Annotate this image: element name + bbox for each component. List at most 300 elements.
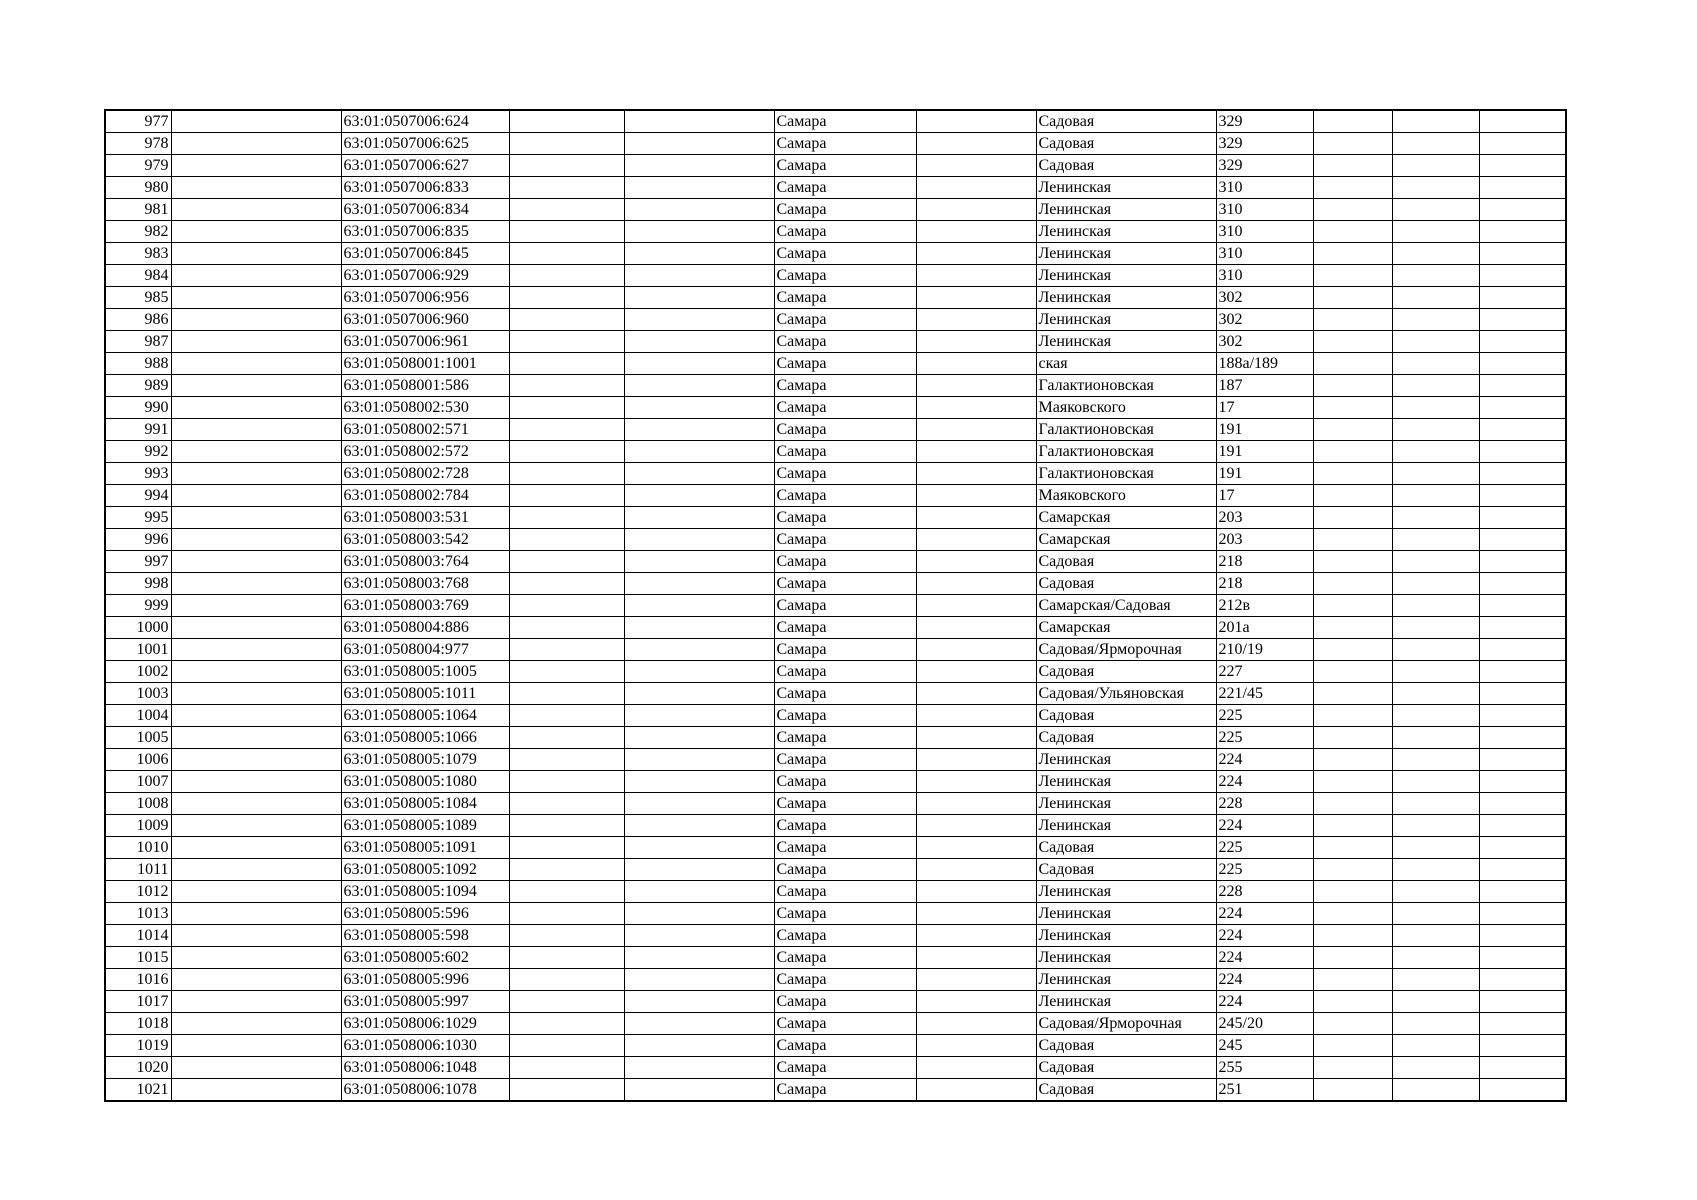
table-row	[105, 529, 1566, 551]
empty-cell	[1313, 925, 1392, 947]
empty-cell	[624, 375, 774, 397]
empty-cell	[1392, 749, 1479, 771]
house-number-cell: 245	[1216, 1035, 1313, 1057]
empty-cell	[1392, 881, 1479, 903]
empty-cell	[171, 1079, 341, 1102]
city-cell: Самара	[774, 903, 916, 925]
empty-cell	[1479, 265, 1566, 287]
empty-cell	[509, 859, 624, 881]
table-row	[105, 903, 1566, 925]
house-number-cell: 225	[1216, 837, 1313, 859]
cadastral-number-cell: 63:01:0508005:1091	[341, 837, 509, 859]
empty-cell	[916, 1079, 1036, 1102]
empty-cell	[1313, 221, 1392, 243]
cadastral-number-cell: 63:01:0507006:960	[341, 309, 509, 331]
row-number-cell: 1002	[105, 661, 171, 683]
cadastral-number-cell: 63:01:0508005:1005	[341, 661, 509, 683]
city-cell: Самара	[774, 287, 916, 309]
city-cell: Самара	[774, 1035, 916, 1057]
cadastral-number-cell: 63:01:0508002:728	[341, 463, 509, 485]
empty-cell	[1313, 793, 1392, 815]
street-cell: Садовая	[1036, 727, 1216, 749]
cadastral-number-cell: 63:01:0508003:542	[341, 529, 509, 551]
table-row	[105, 441, 1566, 463]
empty-cell	[171, 859, 341, 881]
cadastral-number-cell: 63:01:0507006:845	[341, 243, 509, 265]
house-number-cell: 191	[1216, 441, 1313, 463]
city-cell: Самара	[774, 155, 916, 177]
table-row	[105, 133, 1566, 155]
cadastral-number-cell: 63:01:0508001:1001	[341, 353, 509, 375]
table-row	[105, 1057, 1566, 1079]
empty-cell	[509, 683, 624, 705]
cadastral-number-cell: 63:01:0508004:886	[341, 617, 509, 639]
empty-cell	[624, 529, 774, 551]
empty-cell	[624, 661, 774, 683]
row-number-cell: 981	[105, 199, 171, 221]
table-row	[105, 309, 1566, 331]
street-cell: Садовая	[1036, 1035, 1216, 1057]
empty-cell	[1392, 199, 1479, 221]
empty-cell	[1313, 243, 1392, 265]
house-number-cell: 224	[1216, 749, 1313, 771]
empty-cell	[1392, 265, 1479, 287]
city-cell: Самара	[774, 551, 916, 573]
house-number-cell: 191	[1216, 463, 1313, 485]
street-cell: Самарская	[1036, 529, 1216, 551]
empty-cell	[1392, 287, 1479, 309]
empty-cell	[624, 815, 774, 837]
street-cell: Садовая	[1036, 1057, 1216, 1079]
empty-cell	[624, 397, 774, 419]
empty-cell	[1313, 1013, 1392, 1035]
cadastral-number-cell: 63:01:0508006:1048	[341, 1057, 509, 1079]
empty-cell	[624, 595, 774, 617]
empty-cell	[1313, 859, 1392, 881]
empty-cell	[916, 529, 1036, 551]
cadastral-number-cell: 63:01:0508005:1092	[341, 859, 509, 881]
empty-cell	[916, 837, 1036, 859]
row-number-cell: 978	[105, 133, 171, 155]
empty-cell	[509, 1013, 624, 1035]
table-row	[105, 243, 1566, 265]
city-cell: Самара	[774, 199, 916, 221]
empty-cell	[171, 1057, 341, 1079]
row-number-cell: 998	[105, 573, 171, 595]
empty-cell	[1392, 859, 1479, 881]
cadastral-number-cell: 63:01:0508005:1011	[341, 683, 509, 705]
empty-cell	[1392, 947, 1479, 969]
empty-cell	[1392, 397, 1479, 419]
empty-cell	[509, 639, 624, 661]
empty-cell	[1392, 793, 1479, 815]
empty-cell	[916, 661, 1036, 683]
empty-cell	[1479, 243, 1566, 265]
empty-cell	[624, 749, 774, 771]
street-cell: Ленинская	[1036, 309, 1216, 331]
row-number-cell: 990	[105, 397, 171, 419]
empty-cell	[916, 110, 1036, 133]
cadastral-number-cell: 63:01:0508003:531	[341, 507, 509, 529]
street-cell: Ленинская	[1036, 969, 1216, 991]
row-number-cell: 985	[105, 287, 171, 309]
house-number-cell: 221/45	[1216, 683, 1313, 705]
table-row	[105, 947, 1566, 969]
empty-cell	[509, 903, 624, 925]
row-number-cell: 995	[105, 507, 171, 529]
house-number-cell: 329	[1216, 155, 1313, 177]
empty-cell	[1392, 485, 1479, 507]
empty-cell	[624, 331, 774, 353]
empty-cell	[1313, 903, 1392, 925]
table-row	[105, 265, 1566, 287]
row-number-cell: 1008	[105, 793, 171, 815]
empty-cell	[509, 419, 624, 441]
empty-cell	[171, 639, 341, 661]
empty-cell	[624, 683, 774, 705]
city-cell: Самара	[774, 110, 916, 133]
empty-cell	[1392, 771, 1479, 793]
empty-cell	[1313, 1079, 1392, 1102]
empty-cell	[1392, 507, 1479, 529]
house-number-cell: 191	[1216, 419, 1313, 441]
empty-cell	[624, 441, 774, 463]
house-number-cell: 310	[1216, 265, 1313, 287]
row-number-cell: 1010	[105, 837, 171, 859]
street-cell: Ленинская	[1036, 771, 1216, 793]
empty-cell	[1392, 705, 1479, 727]
row-number-cell: 1014	[105, 925, 171, 947]
empty-cell	[171, 947, 341, 969]
empty-cell	[1392, 110, 1479, 133]
empty-cell	[624, 353, 774, 375]
empty-cell	[916, 177, 1036, 199]
empty-cell	[1392, 221, 1479, 243]
empty-cell	[916, 727, 1036, 749]
cadastral-number-cell: 63:01:0507006:956	[341, 287, 509, 309]
empty-cell	[1479, 881, 1566, 903]
empty-cell	[171, 221, 341, 243]
street-cell: Галактионовская	[1036, 441, 1216, 463]
row-number-cell: 980	[105, 177, 171, 199]
cadastral-number-cell: 63:01:0508005:1066	[341, 727, 509, 749]
table-row	[105, 815, 1566, 837]
empty-cell	[1313, 397, 1392, 419]
empty-cell	[171, 771, 341, 793]
table-row	[105, 705, 1566, 727]
city-cell: Самара	[774, 507, 916, 529]
empty-cell	[916, 617, 1036, 639]
house-number-cell: 224	[1216, 947, 1313, 969]
empty-cell	[1313, 463, 1392, 485]
house-number-cell: 212в	[1216, 595, 1313, 617]
house-number-cell: 251	[1216, 1079, 1313, 1102]
empty-cell	[1313, 133, 1392, 155]
house-number-cell: 245/20	[1216, 1013, 1313, 1035]
empty-cell	[624, 639, 774, 661]
street-cell: Ленинская	[1036, 749, 1216, 771]
empty-cell	[509, 441, 624, 463]
row-number-cell: 982	[105, 221, 171, 243]
empty-cell	[509, 155, 624, 177]
empty-cell	[509, 705, 624, 727]
empty-cell	[1392, 617, 1479, 639]
street-cell: Садовая	[1036, 661, 1216, 683]
empty-cell	[916, 463, 1036, 485]
city-cell: Самара	[774, 947, 916, 969]
empty-cell	[509, 991, 624, 1013]
empty-cell	[1479, 419, 1566, 441]
empty-cell	[1479, 309, 1566, 331]
city-cell: Самара	[774, 1079, 916, 1102]
empty-cell	[1313, 155, 1392, 177]
empty-cell	[1313, 969, 1392, 991]
empty-cell	[171, 991, 341, 1013]
empty-cell	[916, 507, 1036, 529]
empty-cell	[1479, 353, 1566, 375]
cadastral-number-cell: 63:01:0508003:768	[341, 573, 509, 595]
table-row	[105, 287, 1566, 309]
empty-cell	[509, 463, 624, 485]
empty-cell	[509, 573, 624, 595]
city-cell: Самара	[774, 353, 916, 375]
house-number-cell: 210/19	[1216, 639, 1313, 661]
city-cell: Самара	[774, 375, 916, 397]
empty-cell	[1313, 309, 1392, 331]
empty-cell	[916, 595, 1036, 617]
street-cell: Ленинская	[1036, 243, 1216, 265]
empty-cell	[624, 485, 774, 507]
empty-cell	[509, 881, 624, 903]
city-cell: Самара	[774, 1013, 916, 1035]
cadastral-number-cell: 63:01:0508002:571	[341, 419, 509, 441]
empty-cell	[1479, 1057, 1566, 1079]
empty-cell	[509, 617, 624, 639]
row-number-cell: 994	[105, 485, 171, 507]
street-cell: Садовая	[1036, 573, 1216, 595]
empty-cell	[916, 331, 1036, 353]
street-cell: Ленинская	[1036, 331, 1216, 353]
house-number-cell: 188а/189	[1216, 353, 1313, 375]
cadastral-number-cell: 63:01:0508005:1064	[341, 705, 509, 727]
empty-cell	[1479, 683, 1566, 705]
cadastral-number-cell: 63:01:0508001:586	[341, 375, 509, 397]
empty-cell	[624, 507, 774, 529]
city-cell: Самара	[774, 595, 916, 617]
house-number-cell: 255	[1216, 1057, 1313, 1079]
house-number-cell: 218	[1216, 551, 1313, 573]
empty-cell	[171, 727, 341, 749]
cadastral-number-cell: 63:01:0507006:624	[341, 110, 509, 133]
empty-cell	[916, 485, 1036, 507]
street-cell: Садовая	[1036, 155, 1216, 177]
empty-cell	[509, 815, 624, 837]
empty-cell	[1479, 815, 1566, 837]
street-cell: Галактионовская	[1036, 463, 1216, 485]
empty-cell	[916, 265, 1036, 287]
city-cell: Самара	[774, 771, 916, 793]
city-cell: Самара	[774, 881, 916, 903]
row-number-cell: 1016	[105, 969, 171, 991]
empty-cell	[1479, 177, 1566, 199]
city-cell: Самара	[774, 309, 916, 331]
table-row	[105, 925, 1566, 947]
empty-cell	[171, 617, 341, 639]
house-number-cell: 228	[1216, 793, 1313, 815]
empty-cell	[509, 595, 624, 617]
row-number-cell: 992	[105, 441, 171, 463]
empty-cell	[1313, 529, 1392, 551]
empty-cell	[1479, 529, 1566, 551]
empty-cell	[916, 683, 1036, 705]
empty-cell	[171, 375, 341, 397]
city-cell: Самара	[774, 859, 916, 881]
table-row	[105, 683, 1566, 705]
cadastral-number-cell: 63:01:0508005:1089	[341, 815, 509, 837]
city-cell: Самара	[774, 617, 916, 639]
empty-cell	[1392, 595, 1479, 617]
house-number-cell: 203	[1216, 507, 1313, 529]
city-cell: Самара	[774, 683, 916, 705]
empty-cell	[624, 969, 774, 991]
empty-cell	[916, 859, 1036, 881]
empty-cell	[509, 397, 624, 419]
empty-cell	[1313, 749, 1392, 771]
empty-cell	[624, 573, 774, 595]
empty-cell	[1479, 837, 1566, 859]
street-cell: Самарская	[1036, 617, 1216, 639]
empty-cell	[1392, 903, 1479, 925]
empty-cell	[1392, 969, 1479, 991]
city-cell: Самара	[774, 727, 916, 749]
empty-cell	[171, 507, 341, 529]
city-cell: Самара	[774, 661, 916, 683]
empty-cell	[1479, 485, 1566, 507]
city-cell: Самара	[774, 639, 916, 661]
empty-cell	[624, 177, 774, 199]
row-number-cell: 984	[105, 265, 171, 287]
street-cell: Маяковского	[1036, 397, 1216, 419]
empty-cell	[1479, 925, 1566, 947]
empty-cell	[916, 199, 1036, 221]
empty-cell	[1479, 727, 1566, 749]
house-number-cell: 224	[1216, 903, 1313, 925]
cadastral-number-cell: 63:01:0508005:598	[341, 925, 509, 947]
house-number-cell: 329	[1216, 110, 1313, 133]
city-cell: Самара	[774, 749, 916, 771]
empty-cell	[509, 749, 624, 771]
empty-cell	[1313, 683, 1392, 705]
street-cell: Ленинская	[1036, 221, 1216, 243]
empty-cell	[624, 243, 774, 265]
empty-cell	[1479, 110, 1566, 133]
empty-cell	[624, 859, 774, 881]
empty-cell	[1479, 397, 1566, 419]
empty-cell	[1392, 815, 1479, 837]
empty-cell	[509, 925, 624, 947]
empty-cell	[1313, 617, 1392, 639]
cadastral-number-cell: 63:01:0508006:1029	[341, 1013, 509, 1035]
empty-cell	[509, 110, 624, 133]
empty-cell	[1392, 573, 1479, 595]
table-row	[105, 353, 1566, 375]
empty-cell	[624, 903, 774, 925]
empty-cell	[171, 331, 341, 353]
table-row	[105, 419, 1566, 441]
city-cell: Самара	[774, 991, 916, 1013]
empty-cell	[171, 133, 341, 155]
street-cell: Ленинская	[1036, 881, 1216, 903]
empty-cell	[624, 1013, 774, 1035]
city-cell: Самара	[774, 485, 916, 507]
empty-cell	[916, 749, 1036, 771]
street-cell: Ленинская	[1036, 199, 1216, 221]
empty-cell	[624, 1035, 774, 1057]
empty-cell	[1313, 353, 1392, 375]
empty-cell	[1479, 507, 1566, 529]
house-number-cell: 187	[1216, 375, 1313, 397]
city-cell: Самара	[774, 441, 916, 463]
city-cell: Самара	[774, 573, 916, 595]
street-cell: Ленинская	[1036, 265, 1216, 287]
city-cell: Самара	[774, 331, 916, 353]
empty-cell	[1479, 991, 1566, 1013]
empty-cell	[1392, 683, 1479, 705]
house-number-cell: 224	[1216, 991, 1313, 1013]
empty-cell	[1479, 221, 1566, 243]
empty-cell	[1313, 815, 1392, 837]
table-body	[105, 110, 1566, 1101]
row-number-cell: 1003	[105, 683, 171, 705]
empty-cell	[509, 529, 624, 551]
street-cell: Садовая	[1036, 705, 1216, 727]
empty-cell	[1392, 529, 1479, 551]
empty-cell	[1392, 243, 1479, 265]
empty-cell	[1479, 947, 1566, 969]
empty-cell	[1392, 419, 1479, 441]
row-number-cell: 1021	[105, 1079, 171, 1102]
cadastral-number-cell: 63:01:0508005:997	[341, 991, 509, 1013]
empty-cell	[1479, 793, 1566, 815]
empty-cell	[1313, 573, 1392, 595]
empty-cell	[624, 881, 774, 903]
empty-cell	[624, 463, 774, 485]
empty-cell	[509, 287, 624, 309]
city-cell: Самара	[774, 529, 916, 551]
empty-cell	[171, 199, 341, 221]
street-cell: Ленинская	[1036, 947, 1216, 969]
street-cell: ская	[1036, 353, 1216, 375]
table-row	[105, 375, 1566, 397]
street-cell: Самарская/Садовая	[1036, 595, 1216, 617]
empty-cell	[916, 221, 1036, 243]
empty-cell	[1313, 881, 1392, 903]
city-cell: Самара	[774, 1057, 916, 1079]
empty-cell	[916, 573, 1036, 595]
empty-cell	[171, 573, 341, 595]
table-row	[105, 507, 1566, 529]
empty-cell	[171, 705, 341, 727]
empty-cell	[171, 309, 341, 331]
empty-cell	[1479, 969, 1566, 991]
empty-cell	[1479, 595, 1566, 617]
cadastral-number-cell: 63:01:0507006:833	[341, 177, 509, 199]
empty-cell	[509, 947, 624, 969]
empty-cell	[1479, 1079, 1566, 1102]
row-number-cell: 997	[105, 551, 171, 573]
empty-cell	[509, 969, 624, 991]
empty-cell	[509, 507, 624, 529]
